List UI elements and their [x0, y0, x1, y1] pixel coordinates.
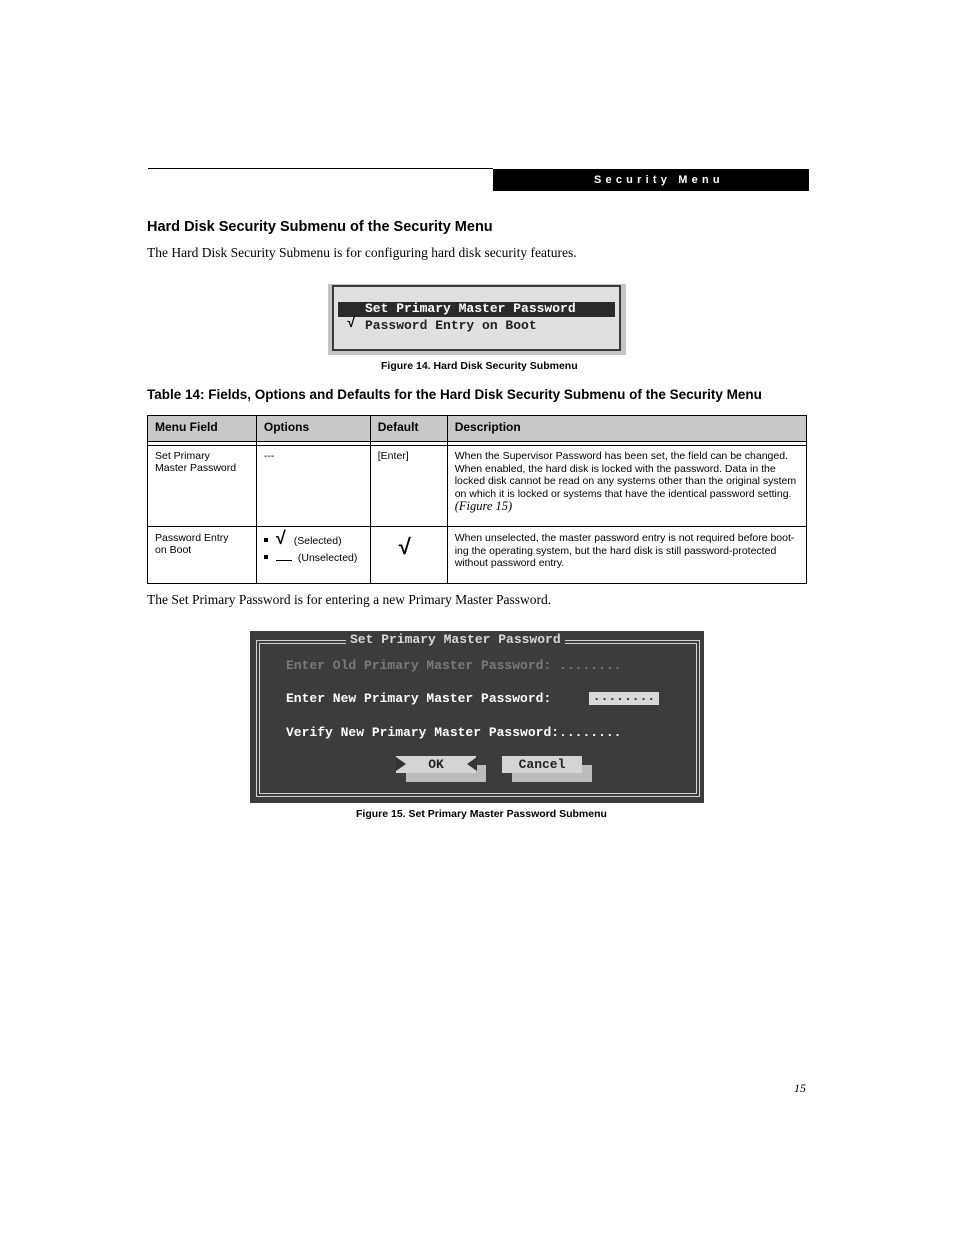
cell-default: [370, 527, 447, 584]
table-row: [148, 446, 807, 527]
options-table: [147, 415, 807, 584]
field-name-line: Password Entry: [155, 532, 229, 544]
option-selected-label: (Selected): [293, 535, 342, 547]
ok-button[interactable]: OK: [396, 756, 476, 773]
set-password-paragraph: The Set Primary Password is for entering a new Primary Master Password.: [147, 592, 552, 607]
table-title: Table 14: Fields, Options and Defaults for the Hard Disk Security Submenu of the Security Menu: [147, 387, 762, 402]
intro-paragraph: The Hard Disk Security Submenu is for configuring hard disk security features.: [147, 245, 577, 260]
cell-menu-field: [148, 527, 257, 584]
header-rule: [148, 168, 493, 169]
bullet-icon: [264, 555, 268, 559]
cell-options: ---: [256, 446, 370, 527]
header-options: Options: [256, 416, 370, 442]
figure14-caption: Figure 14. Hard Disk Security Submenu: [381, 360, 578, 372]
dialog-title: Set Primary Master Password: [346, 632, 565, 647]
field-name-line: Master Password: [155, 462, 237, 474]
arrow-right-icon: [396, 757, 406, 771]
check-icon: √: [398, 534, 411, 559]
check-icon: √: [275, 528, 286, 548]
check-icon: √: [347, 316, 356, 332]
verify-password-field[interactable]: Verify New Primary Master Password:........: [286, 725, 622, 740]
table-header-row: [148, 416, 807, 442]
arrow-left-icon: [467, 757, 477, 771]
menu-item-password-entry-on-boot[interactable]: Password Entry on Boot: [365, 318, 537, 333]
description-text: When the Supervisor Password has been set, the field can be changed. When enabled, the hard disk is locked with the password. Data in the locked disk cannot be read on any systems other than the original system on which it is locked or systems that have the identical password setting.: [454, 450, 797, 500]
cell-default: [Enter]: [370, 446, 447, 527]
page-number: 15: [794, 1081, 806, 1095]
option-selected: [264, 528, 363, 552]
blank-line-icon: [276, 560, 292, 561]
table-row: [148, 527, 807, 584]
option-unselected: [264, 552, 363, 572]
figure15-caption: Figure 15. Set Primary Master Password Submenu: [356, 808, 607, 820]
section-title: Hard Disk Security Submenu of the Security Menu: [147, 219, 493, 235]
cell-menu-field: [148, 446, 257, 527]
new-password-label: Enter New Primary Master Password:: [286, 691, 552, 706]
field-name-line: on Boot: [155, 544, 192, 556]
field-name-line: Set Primary: [155, 450, 210, 462]
menu-item-set-primary-master-password[interactable]: Set Primary Master Password: [365, 301, 576, 316]
cell-description: When unselected, the master password entry is not required before boot-ing the operating system, but the hard disk is still password-protected without password entry.: [447, 527, 806, 584]
cell-options: [256, 527, 370, 584]
cancel-button[interactable]: Cancel: [502, 756, 582, 773]
section-header-bar: Security Menu: [493, 169, 809, 191]
figure-reference: (Figure 15): [454, 499, 513, 513]
header-default: Default: [370, 416, 447, 442]
new-password-input[interactable]: ........: [589, 692, 659, 705]
option-unselected-label: (Unselected): [297, 552, 358, 564]
old-password-field[interactable]: Enter Old Primary Master Password: ........: [286, 658, 622, 673]
bullet-icon: [264, 538, 268, 542]
cell-description: [447, 446, 806, 527]
header-description: Description: [447, 416, 806, 442]
header-menu-field: Menu Field: [148, 416, 257, 442]
